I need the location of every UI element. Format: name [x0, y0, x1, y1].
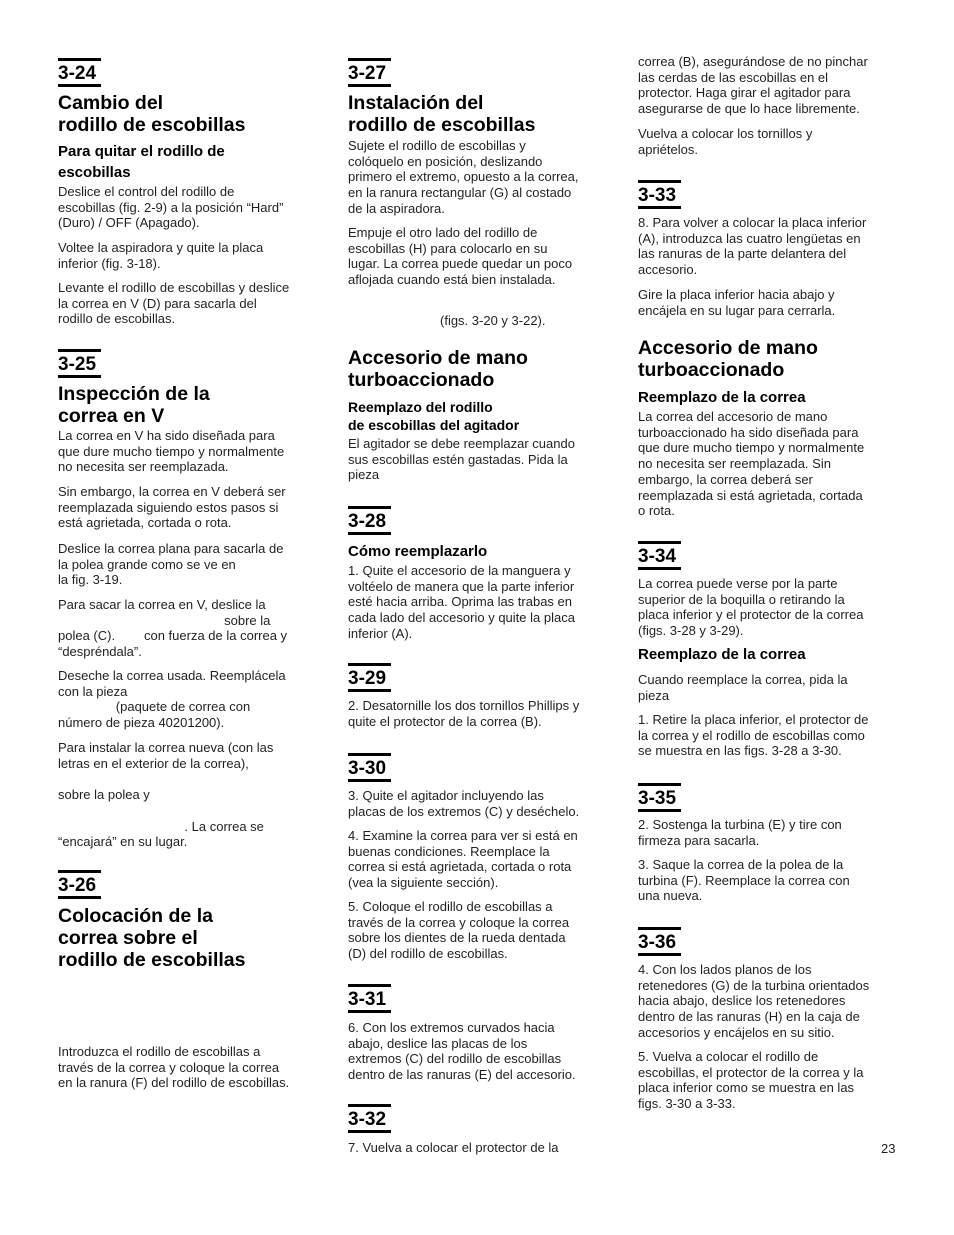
subheading: Reemplazo de la correa: [638, 646, 806, 663]
section-number-3-27: 3-27: [348, 58, 391, 87]
section-number-3-24: 3-24: [58, 58, 101, 87]
section-number-3-32: 3-32: [348, 1104, 391, 1133]
paragraph: 2. Desatornille los dos tornillos Phillips y quite el protector de la correa (B).: [348, 698, 580, 729]
paragraph: La correa del accesorio de mano turboaccionado ha sido diseñada para que dure mucho tiempo y normalmente no necesita ser reemplazada. Sin embargo, la correa deberá ser reemplazada si está agrietada, cortada o rota.: [638, 409, 865, 519]
subheading: Cómo reemplazarlo: [348, 543, 488, 560]
page-number: 23: [881, 1141, 896, 1156]
paragraph: Cuando reemplace la correa, pida la pieza: [638, 672, 848, 703]
paragraph: La correa puede verse por la parte superior de la boquilla o retirando la placa inferior y el protector de la correa (figs. 3-28 y 3-29).: [638, 576, 864, 639]
paragraph: Introduzca el rodillo de escobillas a través de la correa y coloque la correa en la ranura (F) del rodillo de escobillas.: [58, 1044, 290, 1091]
subheading: Reemplazo del rodillo de escobillas del agitador: [348, 399, 520, 433]
subheading: Reemplazo de la correa: [638, 389, 806, 406]
paragraph: Gire la placa inferior hacia abajo y encájela en su lugar para cerrarla.: [638, 287, 836, 318]
paragraph: Empuje el otro lado del rodillo de escobillas (H) para colocarlo en su lugar. La correa puede quedar un poco aflojada cuando está bien instalada.: [348, 225, 573, 288]
paragraph: (figs. 3-20 y 3-22).: [440, 313, 546, 328]
paragraph: Sin embargo, la correa en V deberá ser reemplazada siguiendo estos pasos si está agrietada, cortada o rota.: [58, 484, 286, 531]
section-number-3-28: 3-28: [348, 506, 391, 535]
paragraph: 8. Para volver a colocar la placa inferior (A), introduzca las cuatro lengüetas en las ranuras de la parte delantera del accesorio.: [638, 215, 867, 278]
paragraph: 3. Saque la correa de la polea de la turbina (F). Reemplace la correa con una nueva.: [638, 857, 850, 904]
section-number-3-34: 3-34: [638, 541, 681, 570]
section-number-3-31: 3-31: [348, 984, 391, 1013]
paragraph: 3. Quite el agitador incluyendo las placas de los extremos (C) y deséchelo.: [348, 788, 580, 819]
paragraph: 1. Retire la placa inferior, el protector de la correa y el rodillo de escobillas como se muestra en las figs. 3-28 a 3-30.: [638, 712, 869, 759]
paragraph: Para instalar la correa nueva (con las letras en el exterior de la correa), sobre la polea y . La correa se “encajará” en su lugar.: [58, 740, 274, 850]
paragraph: Sujete el rodillo de escobillas y colóquelo en posición, deslizando primero el extremo, opuesto a la correa, en la ranura rectangular (G) al costado de la aspiradora.: [348, 138, 579, 216]
paragraph: Para sacar la correa en V, deslice la sobre la polea (C). con fuerza de la correa y “despréndala”.: [58, 597, 288, 660]
paragraph: 7. Vuelva a colocar el protector de la: [348, 1140, 559, 1155]
section-number-3-33: 3-33: [638, 180, 681, 209]
paragraph: 5. Coloque el rodillo de escobillas a través de la correa y coloque la correa sobre los dientes de la rueda dentada (D) del rodillo de escobillas.: [348, 899, 570, 962]
section-heading: Accesorio de mano turboaccionado: [638, 337, 818, 381]
paragraph: Deslice la correa plana para sacarla de la polea grande como se ve en la fig. 3-19.: [58, 541, 284, 588]
paragraph: La correa en V ha sido diseñada para que dure mucho tiempo y normalmente no necesita ser reemplazada.: [58, 428, 285, 475]
section-heading: Cambio del rodillo de escobillas: [58, 92, 246, 136]
paragraph: El agitador se debe reemplazar cuando sus escobillas estén gastadas. Pida la pieza: [348, 436, 575, 483]
section-heading: Accesorio de mano turboaccionado: [348, 347, 528, 391]
section-number-3-30: 3-30: [348, 753, 391, 782]
subheading: Para quitar el rodillo de escobillas: [58, 143, 225, 181]
section-number-3-26: 3-26: [58, 870, 101, 899]
paragraph: 4. Examine la correa para ver si está en buenas condiciones. Reemplace la correa si está agrietada, cortada o rota (vea la siguiente sección).: [348, 828, 578, 891]
section-number-3-35: 3-35: [638, 783, 681, 812]
paragraph: Levante el rodillo de escobillas y deslice la correa en V (D) para sacarla del rodillo de escobillas.: [58, 280, 290, 327]
section-heading: Inspección de la correa en V: [58, 383, 210, 427]
paragraph: Voltee la aspiradora y quite la placa inferior (fig. 3-18).: [58, 240, 264, 271]
paragraph: 2. Sostenga la turbina (E) y tire con firmeza para sacarla.: [638, 817, 842, 848]
paragraph: Deseche la correa usada. Reemplácela con la pieza (paquete de correa con número de pieza 40201200).: [58, 668, 286, 731]
section-number-3-29: 3-29: [348, 663, 391, 692]
paragraph: Vuelva a colocar los tornillos y apriételos.: [638, 126, 813, 157]
paragraph: 6. Con los extremos curvados hacia abajo, deslice las placas de los extremos (C) del rodillo de escobillas dentro de las ranuras (E) del accesorio.: [348, 1020, 576, 1083]
paragraph: 4. Con los lados planos de los retenedores (G) de la turbina orientados hacia abajo, deslice los retenedores dentro de las ranuras (H) en la caja de accesorios y encájelos en su sitio.: [638, 962, 870, 1040]
section-heading: Colocación de la correa sobre el rodillo de escobillas: [58, 905, 246, 971]
section-number-3-25: 3-25: [58, 349, 101, 378]
section-number-3-36: 3-36: [638, 927, 681, 956]
section-heading: Instalación del rodillo de escobillas: [348, 92, 536, 136]
paragraph: 1. Quite el accesorio de la manguera y voltéelo de manera que la parte inferior esté hacia arriba. Oprima las trabas en cada lado del accesorio y quite la placa inferior (A).: [348, 563, 575, 641]
paragraph: correa (B), asegurándose de no pinchar las cerdas de las escobillas en el protector. Haga girar el agitador para asegurarse de que lo hace libremente.: [638, 54, 868, 117]
paragraph: 5. Vuelva a colocar el rodillo de escobillas, el protector de la correa y la placa inferior como se muestra en las figs. 3-30 a 3-33.: [638, 1049, 864, 1112]
paragraph: Deslice el control del rodillo de escobillas (fig. 2-9) a la posición “Hard” (Duro) / OFF (Apagado).: [58, 184, 284, 231]
